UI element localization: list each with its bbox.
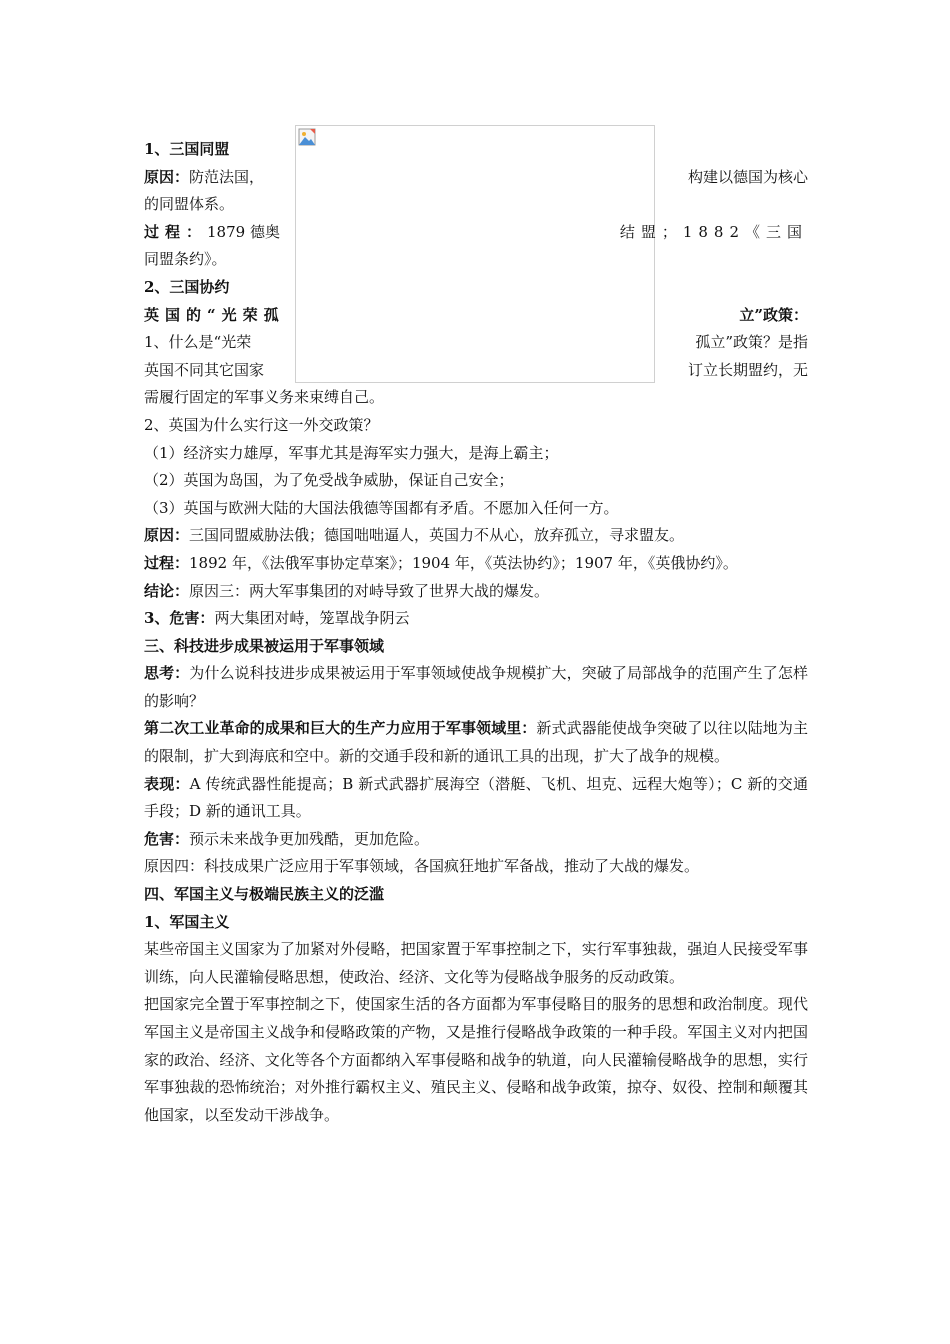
paragraph	[144, 578, 808, 606]
paragraph: 同盟条约》。	[144, 250, 227, 269]
text: 1879 德奥	[207, 222, 280, 241]
text: 结盟；1882《三国	[619, 222, 808, 241]
text: 为什么说科技进步成果被运用于军事领域使战争规模扩大，突破了局部战争的范围产生了怎样的影响？	[144, 664, 808, 710]
label: 思考：	[144, 664, 190, 683]
paragraph	[144, 826, 808, 854]
paragraph: 需履行固定的军事义务来束缚自己。	[144, 388, 385, 407]
list-item: （3）英国与欧洲大陆的大国法俄德等国都有矛盾。不愿加入任何一方。	[144, 498, 619, 517]
text: 英国不同其它国家	[144, 360, 265, 379]
text: 孤立”政策？是指	[695, 333, 808, 352]
label: 原因：	[144, 526, 190, 545]
wrap-line	[144, 219, 808, 247]
text: 原因三：两大军事集团的对峙导致了世界大战的爆发。	[189, 581, 550, 600]
label: 过程：	[144, 222, 208, 241]
text: 新式武器能使战争突破了以往以陆地为主的限制，扩大到海底和空中。新的交通手段和新的通讯工具的出现，扩大了战争的规模。	[144, 719, 808, 766]
wrap-line	[144, 357, 808, 385]
list-item: （1）经济实力雄厚，军事尤其是海军实力强大，是海上霸主；	[144, 443, 559, 462]
sub-heading: 1、军国主义	[144, 912, 230, 931]
label: 表现：	[144, 774, 190, 793]
paragraph: 原因四：科技成果广泛应用于军事领域，各国疯狂地扩军备战，推动了大战的爆发。	[144, 857, 700, 876]
text: 两大集团对峙，笼罩战争阴云	[214, 609, 410, 628]
paragraph	[144, 605, 808, 633]
paragraph: 2、英国为什么实行这一外交政策？	[144, 415, 379, 434]
wrap-line	[144, 302, 808, 330]
paragraph	[144, 771, 808, 826]
text: 1、什么是“光荣	[144, 333, 252, 352]
text: A 传统武器性能提高；B 新式武器扩展海空（潜艇、飞机、坦克、远程大炮等）；C 新的交通手段；D 新的通讯工具。	[144, 774, 808, 821]
text: 英国的“光荣孤	[144, 305, 285, 324]
section-heading: 2、三国协约	[144, 277, 230, 296]
list-item: （2）英国为岛国，为了免受战争威胁，保证自己安全；	[144, 471, 514, 490]
paragraph: 把国家完全置于军事控制之下，使国家生活的各方面都为军事侵略目的服务的思想和政治制度。现代军国主义是帝国主义战争和侵略政策的产物，又是推行侵略战争政策的一种手段。军国主义对内把国家的政治、经济、文化等各个方面都纳入军事侵略和战争的轨道，向人民灌输侵略战争的思想，实行军事独裁的恐怖统治；对外推行霸权主义、殖民主义、侵略和战争政策，掠夺、奴役、控制和颠覆其他国家，以至发动干涉战争。	[144, 995, 808, 1124]
text: 防范法国，	[189, 167, 265, 186]
text: 三国同盟威胁法俄；德国咄咄逼人，英国力不从心，放弃孤立，寻求盟友。	[189, 526, 685, 545]
section-heading: 三、科技进步成果被运用于军事领域	[144, 636, 385, 655]
wrap-line	[144, 164, 808, 192]
paragraph: 某些帝国主义国家为了加紧对外侵略，把国家置于军事控制之下，实行军事独裁，强迫人民接受军事训练，向人民灌输侵略思想，使政治、经济、文化等为侵略战争服务的反动政策。	[144, 940, 808, 986]
text: 订立长期盟约，无	[687, 360, 808, 379]
paragraph	[144, 522, 808, 550]
label: 危害：	[144, 829, 190, 848]
text: 构建以德国为核心	[687, 167, 808, 186]
text: 1892 年，《法俄军事协定草案》；1904 年，《英法协约》；1907 年，《英俄协约》。	[189, 553, 738, 572]
label: 3、危害：	[144, 609, 215, 628]
text: 立”政策：	[739, 305, 808, 324]
wrap-line	[144, 329, 808, 357]
label: 过程：	[144, 553, 190, 572]
document-body	[144, 136, 808, 1129]
label: 结论：	[144, 581, 190, 600]
paragraph: 的同盟体系。	[144, 195, 235, 214]
section-heading: 1、三国同盟	[144, 140, 230, 158]
paragraph	[144, 660, 808, 715]
label: 原因：	[144, 167, 190, 186]
paragraph	[144, 550, 808, 578]
text: 预示未来战争更加残酷，更加危险。	[189, 829, 430, 848]
section-heading: 四、军国主义与极端民族主义的泛滥	[144, 885, 385, 904]
label: 第二次工业革命的成果和巨大的生产力应用于军事领域里：	[144, 719, 537, 738]
paragraph	[144, 715, 808, 770]
